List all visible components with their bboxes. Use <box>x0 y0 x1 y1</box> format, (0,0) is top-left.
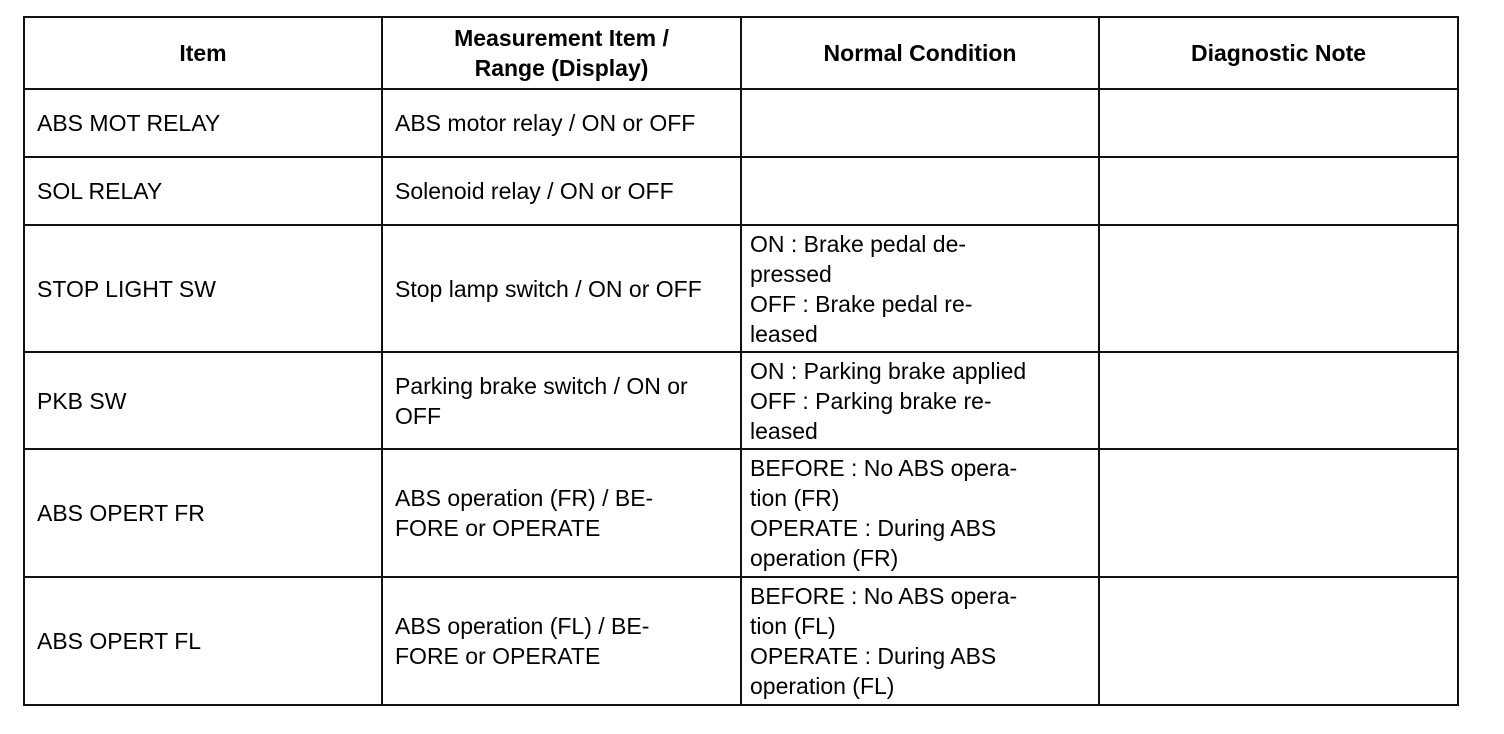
note-cell <box>1099 157 1458 225</box>
item-cell: ABS OPERT FL <box>24 577 382 705</box>
note-cell <box>1099 577 1458 705</box>
header-item: Item <box>24 17 382 89</box>
header-normal-condition: Normal Condition <box>741 17 1099 89</box>
condition-cell: ON : Brake pedal de- pressed OFF : Brake pedal re- leased <box>741 225 1099 352</box>
condition-cell <box>741 157 1099 225</box>
table-row <box>24 157 1458 225</box>
note-cell <box>1099 225 1458 352</box>
measurement-cell: ABS operation (FR) / BE- FORE or OPERATE <box>382 449 741 577</box>
table-row <box>24 89 1458 157</box>
condition-cell: BEFORE : No ABS opera- tion (FR) OPERATE : During ABS operation (FR) <box>741 449 1099 577</box>
table-row <box>24 352 1458 449</box>
condition-cell: ON : Parking brake applied OFF : Parking brake re- leased <box>741 352 1099 449</box>
note-cell <box>1099 449 1458 577</box>
header-measurement: Measurement Item / Range (Display) <box>382 17 741 89</box>
item-cell: ABS MOT RELAY <box>24 89 382 157</box>
diagnostic-table <box>23 16 1459 706</box>
measurement-cell: Stop lamp switch / ON or OFF <box>382 225 741 352</box>
item-cell: STOP LIGHT SW <box>24 225 382 352</box>
measurement-cell: Solenoid relay / ON or OFF <box>382 157 741 225</box>
table-row <box>24 449 1458 577</box>
measurement-cell: ABS operation (FL) / BE- FORE or OPERATE <box>382 577 741 705</box>
item-cell: SOL RELAY <box>24 157 382 225</box>
measurement-cell: Parking brake switch / ON or OFF <box>382 352 741 449</box>
note-cell <box>1099 352 1458 449</box>
condition-cell: BEFORE : No ABS opera- tion (FL) OPERATE : During ABS operation (FL) <box>741 577 1099 705</box>
item-cell: PKB SW <box>24 352 382 449</box>
table-row <box>24 225 1458 352</box>
measurement-cell: ABS motor relay / ON or OFF <box>382 89 741 157</box>
item-cell: ABS OPERT FR <box>24 449 382 577</box>
table-row <box>24 577 1458 705</box>
header-row <box>24 17 1458 89</box>
note-cell <box>1099 89 1458 157</box>
header-diagnostic-note: Diagnostic Note <box>1099 17 1458 89</box>
condition-cell <box>741 89 1099 157</box>
